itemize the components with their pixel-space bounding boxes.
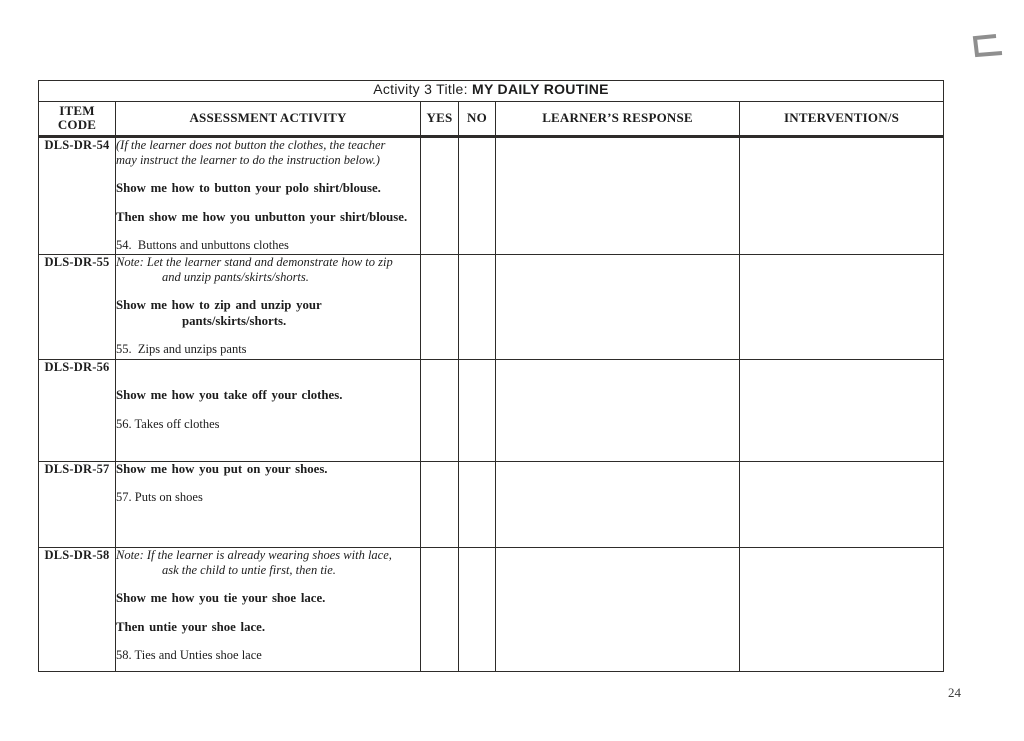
activity-line: ask the child to untie first, then tie. bbox=[162, 562, 336, 577]
activity-block-note bbox=[116, 255, 420, 286]
activity-block-bold bbox=[116, 388, 420, 404]
assessment-activity bbox=[116, 136, 421, 254]
item-code: DLS-DR-54 bbox=[39, 136, 116, 254]
column-header-yes: YES bbox=[421, 102, 459, 137]
table-row-dls-dr-55 bbox=[39, 254, 944, 359]
page-number: 24 bbox=[948, 685, 961, 700]
item-code: DLS-DR-58 bbox=[39, 547, 116, 671]
activity-block-bold bbox=[116, 591, 420, 607]
table-row-dls-dr-58 bbox=[39, 547, 944, 671]
column-header-no: NO bbox=[459, 102, 496, 137]
interventions-cell bbox=[740, 254, 944, 359]
no-cell bbox=[459, 136, 496, 254]
item-code: DLS-DR-55 bbox=[39, 254, 116, 359]
interventions-cell bbox=[740, 359, 944, 461]
activity-block-plain bbox=[116, 417, 420, 432]
activity-line: Then untie your shoe lace. bbox=[116, 619, 266, 634]
table-row-dls-dr-56 bbox=[39, 359, 944, 461]
assessment-activity bbox=[116, 254, 421, 359]
yes-cell bbox=[421, 359, 459, 461]
column-header-learners-response: LEARNER’S RESPONSE bbox=[496, 102, 740, 137]
yes-cell bbox=[421, 254, 459, 359]
yes-cell bbox=[421, 461, 459, 547]
assessment-table bbox=[38, 80, 944, 672]
activity-block-plain bbox=[116, 648, 420, 663]
item-code: DLS-DR-57 bbox=[39, 461, 116, 547]
learners-response-cell bbox=[496, 359, 740, 461]
activity-line: Show me how you put on your shoes. bbox=[116, 461, 328, 476]
learners-response-cell bbox=[496, 547, 740, 671]
activity-block-bold bbox=[116, 620, 420, 636]
yes-cell bbox=[421, 136, 459, 254]
column-header-assessment-activity: ASSESSMENT ACTIVITY bbox=[116, 102, 421, 137]
activity-line: 57. Puts on shoes bbox=[116, 490, 203, 505]
activity-line: may instruct the learner to do the instruction below.) bbox=[116, 152, 380, 167]
activity-block-plain bbox=[116, 238, 420, 253]
activity-block-bold bbox=[116, 210, 420, 226]
activity-line: Show me how you take off your clothes. bbox=[116, 388, 343, 403]
table-row-dls-dr-57 bbox=[39, 461, 944, 547]
learners-response-cell bbox=[496, 136, 740, 254]
activity-block-bold bbox=[116, 298, 420, 329]
table-header-row bbox=[39, 102, 944, 137]
column-header-item-code: ITEM CODE bbox=[39, 102, 116, 137]
no-cell bbox=[459, 359, 496, 461]
activity-line: and unzip pants/skirts/shorts. bbox=[162, 269, 309, 284]
activity-block-note bbox=[116, 138, 420, 169]
activity-block-bold bbox=[116, 462, 420, 478]
activity-line: Then show me how you unbutton your shirt/blouse. bbox=[116, 209, 408, 224]
assessment-activity bbox=[116, 359, 421, 461]
item-code: DLS-DR-56 bbox=[39, 359, 116, 461]
activity-line: (If the learner does not button the clothes, the teacher bbox=[116, 137, 386, 152]
activity-line: Show me how you tie your shoe lace. bbox=[116, 591, 326, 606]
activity-block-note bbox=[116, 548, 420, 579]
activity-block-plain bbox=[116, 342, 420, 357]
activity-line: 58. Ties and Unties shoe lace bbox=[116, 648, 262, 663]
learners-response-cell bbox=[496, 254, 740, 359]
no-cell bbox=[459, 547, 496, 671]
activity-block-plain bbox=[116, 490, 420, 505]
column-header-interventions: INTERVENTION/S bbox=[740, 102, 944, 137]
no-cell bbox=[459, 254, 496, 359]
table-title-prefix: Activity 3 Title: bbox=[373, 81, 472, 97]
assessment-activity bbox=[116, 461, 421, 547]
activity-block-bold bbox=[116, 181, 420, 197]
assessment-table-body bbox=[39, 136, 944, 671]
interventions-cell bbox=[740, 136, 944, 254]
table-row-dls-dr-54 bbox=[39, 136, 944, 254]
assessment-activity bbox=[116, 547, 421, 671]
crop-mark-icon bbox=[960, 30, 1004, 64]
activity-line: 54. Buttons and unbuttons clothes bbox=[116, 238, 289, 253]
yes-cell bbox=[421, 547, 459, 671]
table-title-row bbox=[39, 81, 944, 102]
activity-line: Show me how to zip and unzip your bbox=[116, 298, 322, 313]
table-title-text: MY DAILY ROUTINE bbox=[472, 81, 609, 97]
interventions-cell bbox=[740, 461, 944, 547]
activity-line: pants/skirts/shorts. bbox=[182, 313, 287, 328]
activity-line: Note: If the learner is already wearing shoes with lace, bbox=[116, 547, 392, 562]
no-cell bbox=[459, 461, 496, 547]
activity-line: 55. Zips and unzips pants bbox=[116, 342, 247, 357]
activity-line: Show me how to button your polo shirt/blouse. bbox=[116, 181, 381, 196]
activity-line: 56. Takes off clothes bbox=[116, 416, 220, 431]
table-title bbox=[39, 81, 944, 102]
activity-line: Note: Let the learner stand and demonstrate how to zip bbox=[116, 254, 393, 269]
learners-response-cell bbox=[496, 461, 740, 547]
interventions-cell bbox=[740, 547, 944, 671]
